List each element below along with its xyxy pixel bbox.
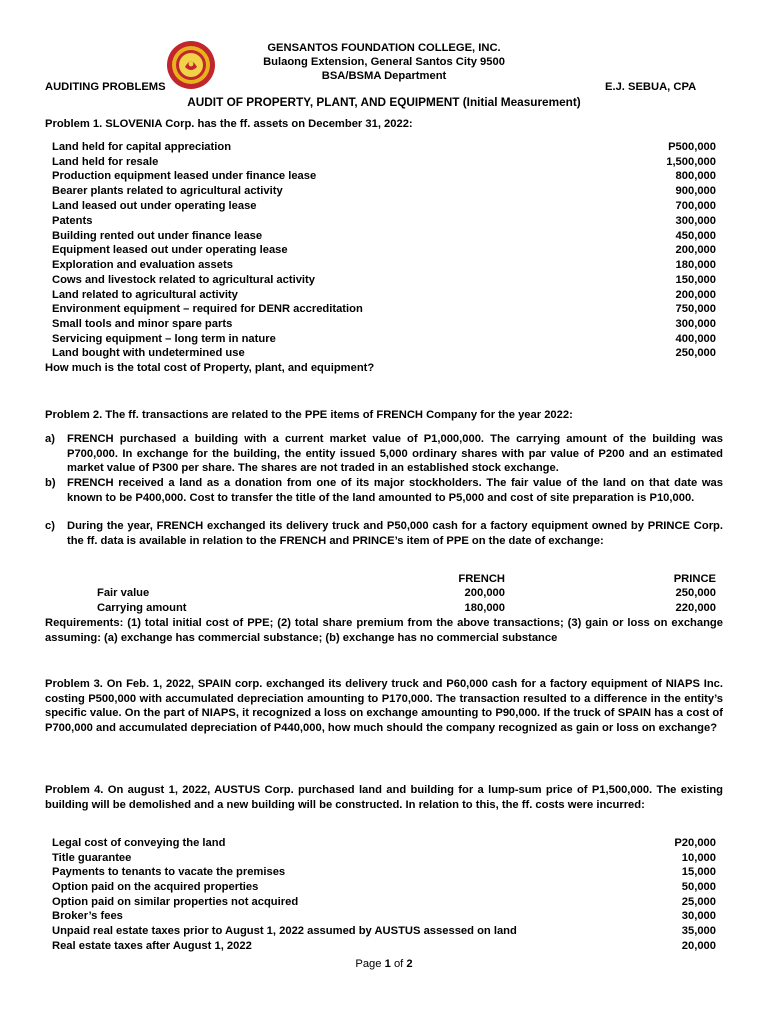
french-fair-value: 200,000 bbox=[464, 587, 505, 599]
problem-4-intro: Problem 4. On august 1, 2022, AUSTUS Corp. purchased land and building for a lump-sum price of P1,500,000. The existing building will be demolished and a new building will be constructed. In relation to this, the ff. costs were incurred: bbox=[45, 784, 723, 811]
list-item: Equipment leased out under operating lease 200,000 bbox=[52, 244, 716, 256]
list-item: Small tools and minor spare parts 300,000 bbox=[52, 318, 716, 330]
list-item: Production equipment leased under finance lease 800,000 bbox=[52, 170, 716, 182]
list-item: Land held for capital appreciation P500,000 bbox=[52, 141, 716, 153]
department: BSA/BSMA Department bbox=[321, 70, 447, 82]
list-item: Building rented out under finance lease 450,000 bbox=[52, 230, 716, 242]
page-number: Page 1 of 2 bbox=[355, 958, 413, 970]
row-label-carrying-amount: Carrying amount bbox=[97, 602, 187, 614]
col-header-french: FRENCH bbox=[458, 573, 505, 585]
list-item: Real estate taxes after August 1, 2022 20,000 bbox=[52, 940, 716, 952]
school-address: Bulaong Extension, General Santos City 9500 bbox=[263, 56, 505, 68]
french-carrying-amount: 180,000 bbox=[464, 602, 505, 614]
list-item: Legal cost of conveying the land P20,000 bbox=[52, 837, 716, 849]
instructor: E.J. SEBUA, CPA bbox=[605, 81, 697, 93]
problem-2-item-c: During the year, FRENCH exchanged its delivery truck and P50,000 cash for a factory equipment owned by PRINCE Corp. the ff. data is available in relation to the FRENCH and PRINCE’s item of PPE on the date of exchange: bbox=[67, 520, 723, 547]
list-item: Land bought with undetermined use 250,000 bbox=[52, 347, 716, 359]
list-item: Servicing equipment – long term in nature 400,000 bbox=[52, 333, 716, 345]
list-item: Payments to tenants to vacate the premises 15,000 bbox=[52, 866, 716, 878]
school-name: GENSANTOS FOUNDATION COLLEGE, INC. bbox=[267, 42, 501, 54]
problem-2-intro: Problem 2. The ff. transactions are related to the PPE items of FRENCH Company for the year 2022: bbox=[45, 409, 573, 421]
item-c-marker: c) bbox=[45, 520, 55, 532]
problem-1-question: How much is the total cost of Property, plant, and equipment? bbox=[45, 362, 375, 374]
list-item: Land leased out under operating lease 700,000 bbox=[52, 200, 716, 212]
list-item: Environment equipment – required for DENR accreditation 750,000 bbox=[52, 303, 716, 315]
prince-fair-value: 250,000 bbox=[675, 587, 716, 599]
list-item: Title guarantee 10,000 bbox=[52, 852, 716, 864]
col-header-prince: PRINCE bbox=[673, 573, 716, 585]
list-item: Land held for resale 1,500,000 bbox=[52, 156, 716, 168]
item-b-marker: b) bbox=[45, 477, 56, 489]
list-item: Exploration and evaluation assets 180,000 bbox=[52, 259, 716, 271]
problem-2-item-b: FRENCH received a land as a donation from one of its major stockholders. The fair value of the land on that date was known to be P400,000. Cost to transfer the title of the land amounted to P5,000 and cost of site preparation is P10,000. bbox=[67, 477, 723, 504]
list-item: Option paid on the acquired properties 50,000 bbox=[52, 881, 716, 893]
document-title: AUDIT OF PROPERTY, PLANT, AND EQUIPMENT (Initial Measurement) bbox=[187, 95, 581, 109]
problem-1-intro: Problem 1. SLOVENIA Corp. has the ff. assets on December 31, 2022: bbox=[45, 118, 413, 130]
item-a-marker: a) bbox=[45, 433, 55, 445]
list-item: Patents 300,000 bbox=[52, 215, 716, 227]
prince-carrying-amount: 220,000 bbox=[675, 602, 716, 614]
list-item: Unpaid real estate taxes prior to August 1, 2022 assumed by AUSTUS assessed on land 35,000 bbox=[52, 925, 716, 937]
problem-2-item-a: FRENCH purchased a building with a current market value of P1,000,000. The carrying amount of the building was P700,000. In exchange for the building, the entity issued 5,000 ordinary shares with par value of P200 and an estimated market value of P300 per share. The shares are not traded in an established stock exchange. bbox=[67, 433, 723, 475]
list-item: Broker’s fees 30,000 bbox=[52, 910, 716, 922]
problem-2-requirements: Requirements: (1) total initial cost of PPE; (2) total share premium from the above transactions; (3) gain or loss on exchange assuming: (a) exchange has commercial substance; (b) exchange has no commercial substance bbox=[45, 617, 723, 644]
list-item: Option paid on similar properties not acquired 25,000 bbox=[52, 896, 716, 908]
course-title: AUDITING PROBLEMS bbox=[45, 81, 166, 93]
problem-3-text: Problem 3. On Feb. 1, 2022, SPAIN corp. exchanged its delivery truck and P60,000 cash for a factory equipment of NIAPS Inc. costing P500,000 with accumulated depreciation amounting to P170,000. The transaction resulted to a difference in the entity’s specific value. On the part of NIAPS, it recognized a loss on exchange amounting to P90,000. If the truck of SPAIN has a cost of P700,000 and accumulated depreciation of P440,000, how much should the company recognized as gain or loss on exchange? bbox=[45, 678, 723, 734]
list-item: Cows and livestock related to agricultural activity 150,000 bbox=[52, 274, 716, 286]
row-label-fair-value: Fair value bbox=[97, 587, 150, 599]
list-item: Bearer plants related to agricultural activity 900,000 bbox=[52, 185, 716, 197]
list-item: Land related to agricultural activity 200,000 bbox=[52, 289, 716, 301]
